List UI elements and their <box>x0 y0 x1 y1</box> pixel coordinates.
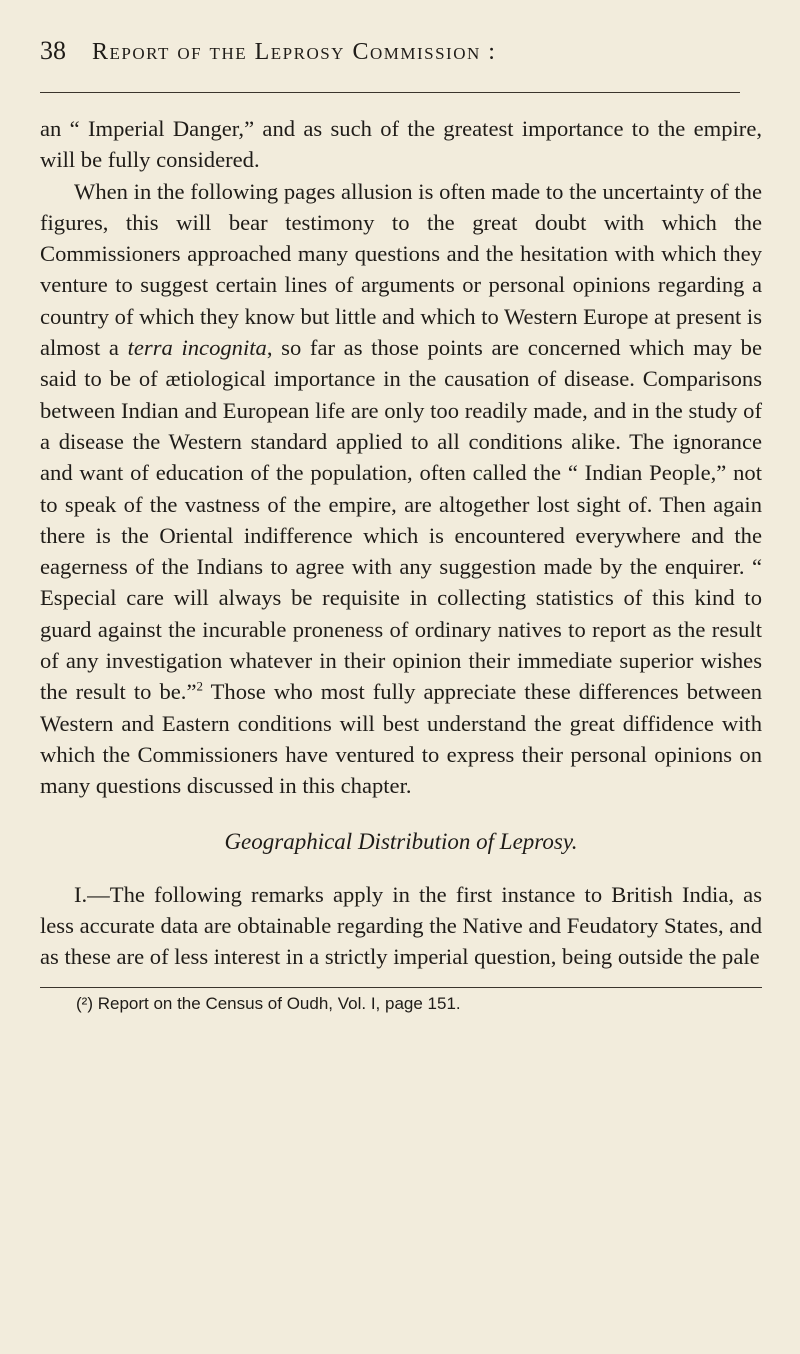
paragraph-2-text-c: Those who most fully appreciate these differences between Western and Eastern conditions will best understand the great diffidence with which the Commissioners have ventured to express their personal opinions on many questions discussed in this chapter. <box>40 679 762 799</box>
section-heading: Geographical Distribution of Leprosy. <box>224 828 578 854</box>
page-header <box>40 36 762 80</box>
running-title: Report of the Leprosy Commission : <box>92 39 497 65</box>
latin-phrase: terra incognita <box>127 335 267 361</box>
paragraph-2-text-b: , so far as those points are concerned which may be said to be of ætiological importance in the causation of disease. Comparisons between Indian and European life are only too readily made, and in the study of a disease the Western standard applied to all conditions alike. The ignorance and want of education of the population, often called the “ Indian People,” not to speak of the vastness of the empire, are altogether lost sight of. Then again there is the Oriental indifference which is encountered everywhere and the eagerness of the Indians to agree with any suggestion made by the enquirer. “ Especial care will always be requisite in collecting statistics of this kind to guard against the incurable proneness of ordinary natives to report as the result of any investigation whatever in their opinion their immediate superior wishes the result to be.” <box>40 335 762 705</box>
header-rule <box>40 92 740 93</box>
page <box>40 36 762 1014</box>
footnote-rule <box>40 987 762 988</box>
paragraph-2-text-a: When in the following pages allusion is often made to the uncertainty of the figures, this will bear testimony to the great doubt with which the Commissioners approached many questions and the hesitation with which they venture to suggest certain lines of arguments or personal opinions regarding a country of which they know but little and which to Western Europe at present is almost a <box>40 178 762 361</box>
page-number: 38 <box>40 36 66 65</box>
footnote: (²) Report on the Census of Oudh, Vol. I, page 151. <box>76 993 461 1013</box>
footnote-marker: 2 <box>196 678 203 694</box>
paragraph-2 <box>40 176 762 802</box>
paragraph-3: I.—The following remarks apply in the first instance to British India, as less accurate data are obtainable regarding the Native and Feudatory States, and as these are of less interest in a strictly imperial question, being outside the pale <box>40 881 762 970</box>
body-text <box>40 113 762 973</box>
paragraph-1: an “ Imperial Danger,” and as such of the greatest importance to the empire, will be fully considered. <box>40 116 762 173</box>
